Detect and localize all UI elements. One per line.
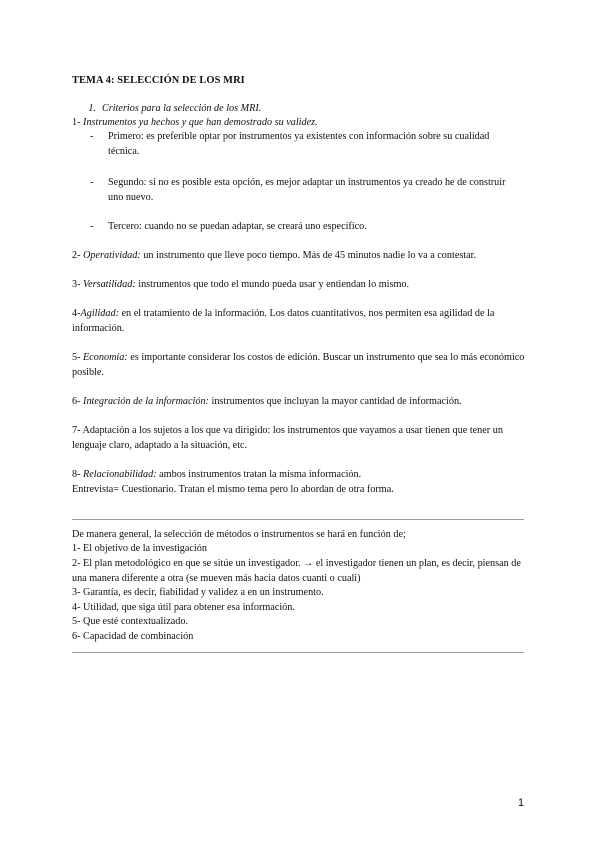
bullet-dash: - [90,131,94,142]
bullet-text: Tercero: cuando no se puedan adaptar, se creará uno específico. [108,221,367,232]
item-text: es importante considerar los costos de edición. Buscar un instrumento que sea lo más económico posible. [72,352,525,378]
item-prefix: 6- [72,396,84,407]
item-text: instrumentos que incluyan la mayor cantidad de información. [208,396,462,407]
item-prefix: 8- [72,469,84,480]
summary-line: 3- Garantía, es decir, fiabilidad y validez a en un instrumento. [72,587,324,598]
item-label: Integración de la información: [83,396,209,407]
criteria-label: Criterios para la selección de los MRI. [102,103,262,114]
item-operatividad [72,248,532,263]
item-prefix: 7- [72,425,83,436]
page-number: 1 [518,797,525,809]
item-prefix: 4- [72,308,81,319]
item-label: Relacionabilidad: [83,469,157,480]
item-integracion [72,394,532,409]
item-text: instrumentos que todo el mundo pueda usar y entiendan lo mismo. [135,279,410,290]
item-text: Adaptación a los sujetos a los que va dirigido: los instrumentos que vayamos a usar tienen que tener un lenguaje claro, adaptado a la situación, etc. [72,425,503,451]
item-prefix: 5- [72,352,84,363]
summary-line: 2- El plan metodológico en que se sitúe un investigador. → el investigador tienen un plan, es decir, piensan de una manera diferente a otra (se mueven más hacia datos cuanti o cuali) [72,558,521,584]
bullet-second [90,175,520,205]
bullet-dash: - [90,177,94,188]
summary-line: 1- El objetivo de la investigación [72,543,207,554]
summary-line: 6- Capacidad de combinación [72,631,194,642]
criteria-heading [72,101,261,116]
item-prefix: 2- [72,250,84,261]
item-agilidad [72,306,532,336]
item-adaptacion [72,423,532,453]
item-label: Agilidad: [80,308,119,319]
item-text: en el tratamiento de la información. Los datos cuantitativos, nos permiten esa agilidad de la información. [72,308,495,334]
item-relacionabilidad [72,467,532,482]
item-label: Economía: [83,352,128,363]
bullet-first [90,129,520,159]
summary-line: 5- Que esté contextualizado. [72,616,188,627]
divider-top [72,519,524,520]
item-text: ambos instrumentos tratan la misma información. [156,469,362,480]
criteria-number: 1. [88,103,96,114]
summary-line: 4- Utilidad, que siga útil para obtener esa información. [72,602,295,613]
interview-note: Entrevista= Cuestionario. Tratan el mismo tema pero lo abordan de otra forma. [72,484,394,495]
item-1-label: Instrumentos ya hechos y que han demostrado su validez. [83,117,318,128]
item-versatilidad [72,277,532,292]
bullet-text: Primero: es preferible optar por instrumentos ya existentes con información sobre su cualidad técnica. [108,131,490,157]
item-economia [72,350,532,380]
item-prefix: 3- [72,279,84,290]
divider-bottom [72,652,524,653]
item-text: un instrumento que lleve poco tiempo. Más de 45 minutos nadie lo va a contestar. [140,250,477,261]
summary-intro: De manera general, la selección de métodos o instrumentos se hará en función de; [72,529,406,540]
item-1-heading [72,115,318,130]
item-label: Operatividad: [83,250,141,261]
bullet-dash: - [90,221,94,232]
item-label: Versatilidad: [83,279,136,290]
page-title: TEMA 4: SELECCIÓN DE LOS MRI [72,75,245,86]
item-1-prefix: 1- [72,117,84,128]
bullet-third [90,219,520,234]
bullet-text: Segundo: si no es posible esta opción, es mejor adaptar un instrumentos ya creado he de construir uno nuevo. [108,177,506,203]
